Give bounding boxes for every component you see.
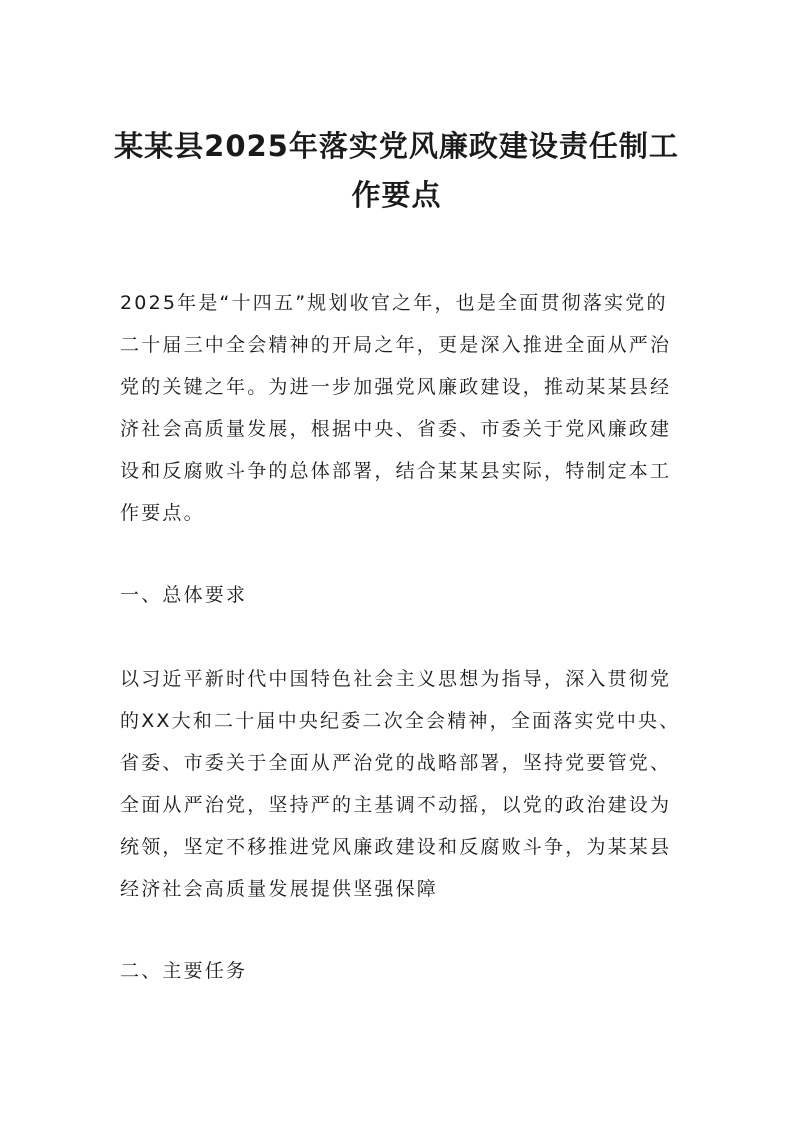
text-line: 党的关键之年。为进一步加强党风廉政建设，推动某某县经 bbox=[120, 376, 672, 398]
text-line: 省委、市委关于全面从严治党的战略部署，坚持党要管党、 bbox=[120, 752, 672, 774]
text-line: 全面从严治党，坚持严的主基调不动摇，以党的政治建设为 bbox=[120, 794, 672, 816]
text-line: 经济社会高质量发展提供坚强保障 bbox=[120, 878, 439, 900]
text-line: 二十届三中全会精神的开局之年，更是深入推进全面从严治 bbox=[120, 334, 672, 356]
text-line: 济社会高质量发展，根据中央、省委、市委关于党风廉政建 bbox=[120, 418, 672, 440]
document-title bbox=[110, 122, 683, 220]
title-line: 作要点 bbox=[351, 178, 442, 212]
title-line: 某某县2025年落实党风廉政建设责任制工 bbox=[114, 129, 679, 163]
section-heading-general-requirements: 一、总体要求 bbox=[120, 584, 248, 606]
text-line: 设和反腐败斗争的总体部署，结合某某县实际，特制定本工 bbox=[120, 460, 672, 482]
section-heading-main-tasks: 二、主要任务 bbox=[120, 960, 248, 982]
text-line: 的XX大和二十届中央纪委二次全会精神，全面落实党中央、 bbox=[120, 710, 681, 732]
text-line: 作要点。 bbox=[120, 502, 205, 524]
text-line: 统领，坚定不移推进党风廉政建设和反腐败斗争，为某某县 bbox=[120, 836, 672, 858]
text-line: 以习近平新时代中国特色社会主义思想为指导，深入贯彻党 bbox=[120, 668, 672, 690]
intro-paragraph bbox=[120, 282, 676, 534]
text-line: 2025年是“十四五”规划收官之年，也是全面贯彻落实党的 bbox=[120, 292, 668, 314]
general-requirements-paragraph bbox=[120, 658, 681, 910]
